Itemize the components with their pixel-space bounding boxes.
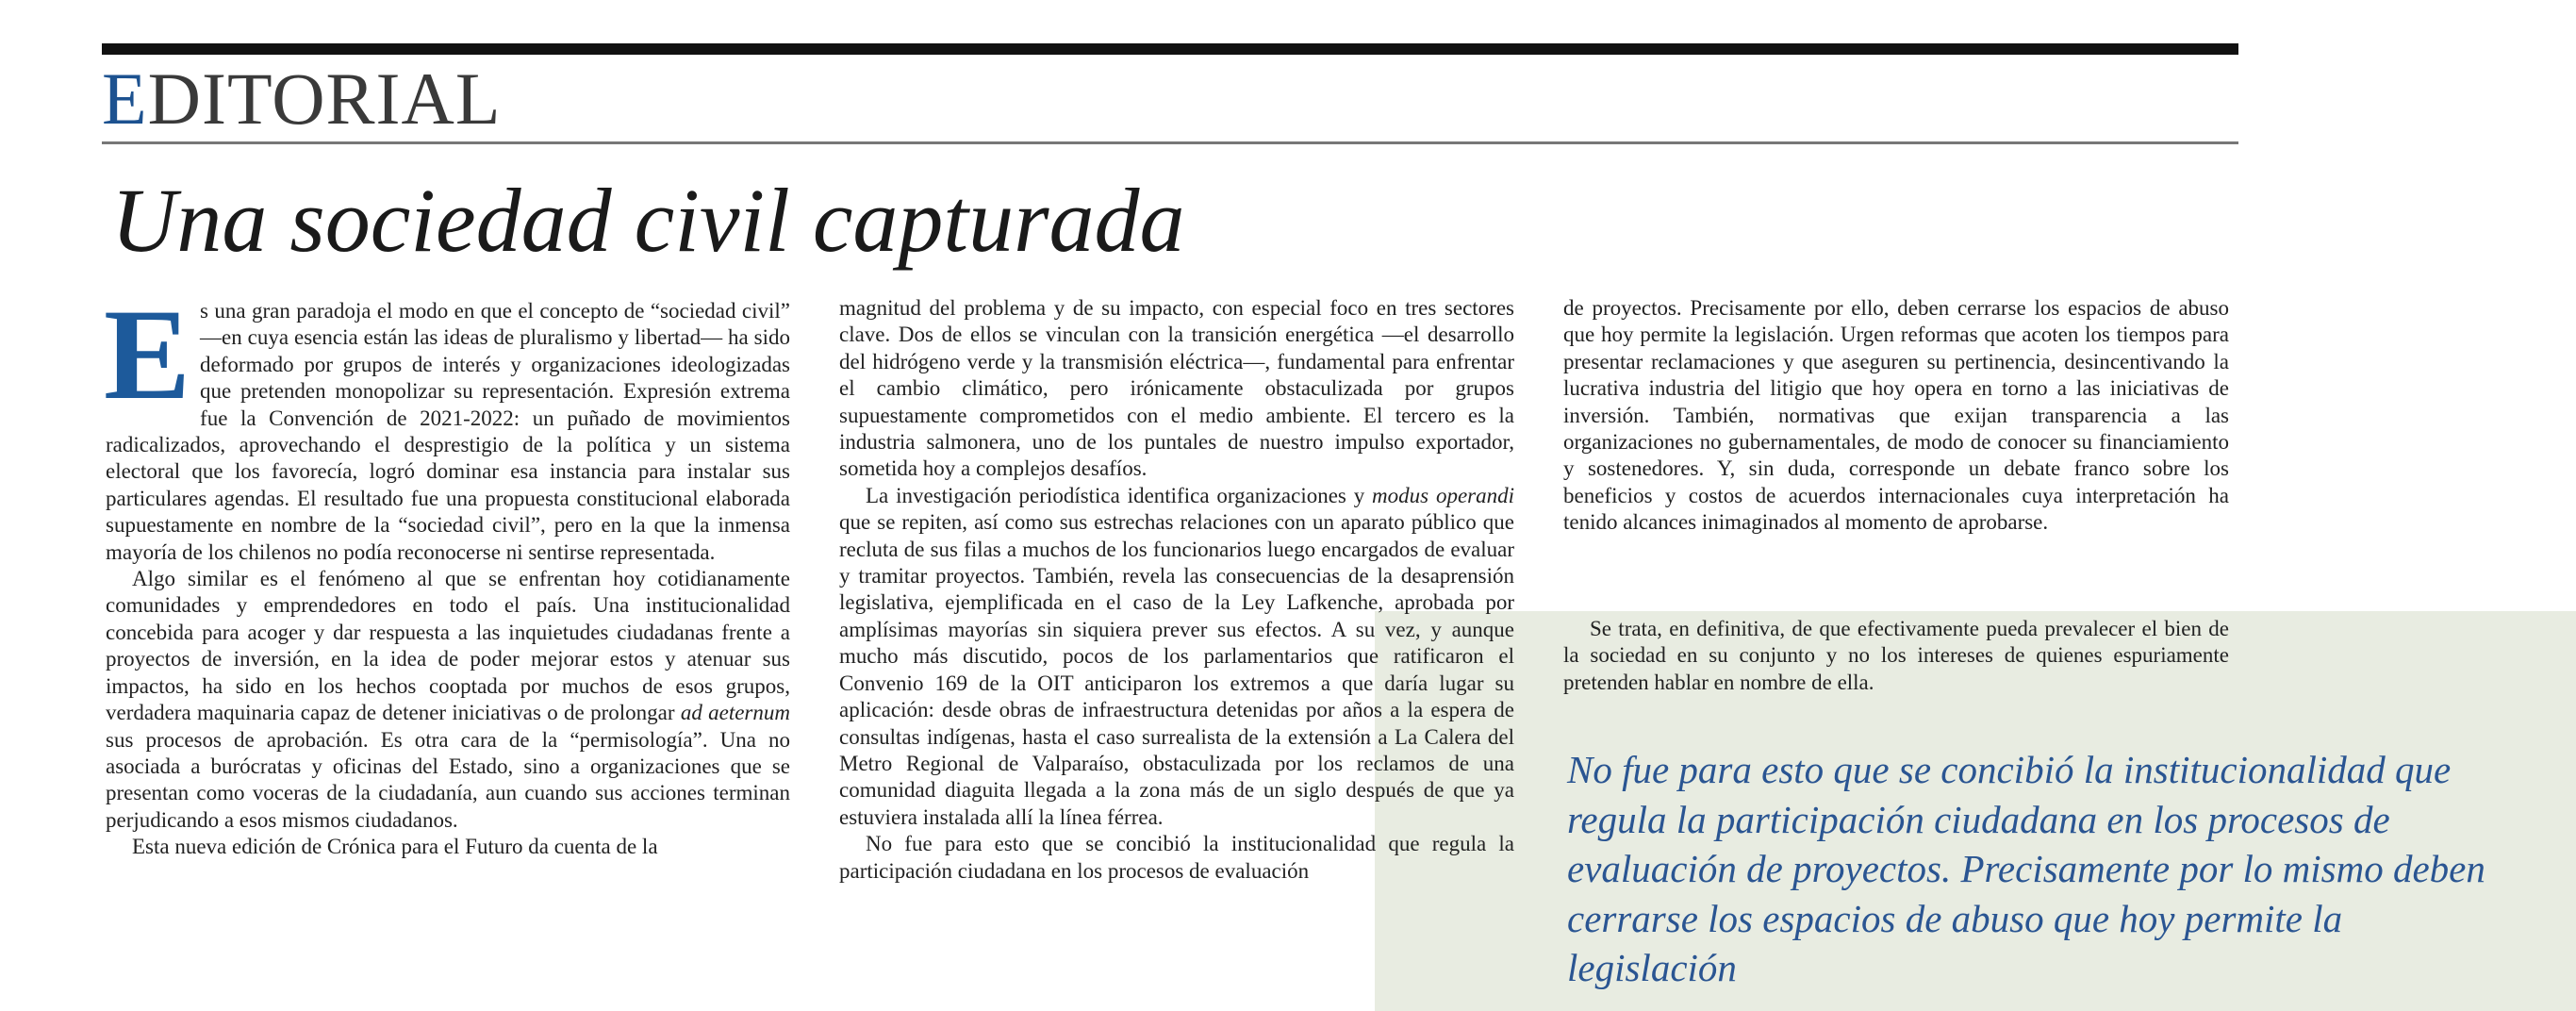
column-1 xyxy=(104,282,790,861)
paragraph-5-text-b: que se repiten, así como sus estrechas relaciones con un aparato público que recluta de sus filas a muchos de los funcionarios luego encargados de evaluar y tramitar proyectos. También, revela las consecuencias de la desaprensión legislativa, ejemplificada en el caso de la Ley Lafkenche, aprobada por amplísimas mayorías sin siquiera prever sus efectos. A su vez, y aunque mucho más discutido, pocos de los parlamentarios que ratificaron el Convenio 169 de la OIT anticiparon los extremos a que daría lugar su aplicación: desde obras de infraestructura detenidas por años a la espera de consultas indígenas, hasta el caso surrealista de la extensión a La Calera del Metro Regional de Valparaíso, obstaculizada por los reclamos de una comunidad diaguita llegada a la zona más de un siglo después de que ya estuviera instalada allí la línea férrea. xyxy=(839,510,1514,829)
paragraph-5-italic: modus operandi xyxy=(1372,483,1514,507)
paragraph-1-text: s una gran paradoja el modo en que el concepto de “sociedad civil” —en cuya esencia están las ideas de pluralismo y libertad— ha sido deformado por grupos de interés y organizaciones ideologizadas que pretenden monopolizar su representación. Expresión extrema fue la Convención de 2021-2022: un puñado de movimientos radicalizados, aprovechando el desprestigio de la política y un sistema electoral que los favorecía, logró dominar esa instancia para instalar sus particulares agendas. El resultado fue una propuesta constitucional elaborada supuestamente en nombre de la “sociedad civil”, pero en la que la inmensa mayoría de los chilenos no podía reconocerse ni sentirse representada. xyxy=(106,299,790,564)
pull-quote: No fue para esto que se concibió la institucionalidad que regula la participación ciudadana en los procesos de evaluación de proyectos. Precisamente por lo mismo deben cerrarse los espacios de abuso que hoy permite la legislación xyxy=(1567,748,2485,989)
paragraph-5-text-a: La investigación periodística identifica organizaciones y xyxy=(866,483,1373,507)
paragraph-2-italic: ad aeternum xyxy=(680,701,790,725)
top-rule xyxy=(102,43,2238,55)
column-2 xyxy=(839,295,1514,885)
drop-cap: E xyxy=(104,282,191,426)
paragraph-2 xyxy=(106,566,790,834)
paragraph-6: No fue para esto que se concibió la institucionalidad que regula la participación ciudadana en los procesos de evaluación xyxy=(839,832,1514,883)
paragraph-3: Esta nueva edición de Crónica para el Futuro da cuenta de la xyxy=(132,835,658,859)
column-3-closing xyxy=(1563,616,2229,696)
section-initial: E xyxy=(102,58,148,140)
paragraph-7: de proyectos. Precisamente por ello, deben cerrarse los espacios de abuso que hoy permite la legislación. Urgen reformas que acoten los tiempos para presentar reclamaciones y que aseguren su pertinencia, desincentivando la lucrativa industria del litigio que hoy opera en torno a las iniciativas de inversión. También, normativas que exijan transparencia a las organizaciones no gubernamentales, de modo de conocer su financiamiento y sostenedores. Y, sin duda, corresponde un debate franco sobre los beneficios y costos de acuerdos internacionales cuya interpretación ha tenido alcances inimaginados al momento de aprobarse. xyxy=(1563,296,2229,535)
paragraph-1 xyxy=(104,282,790,566)
section-rest: DITORIAL xyxy=(147,58,502,140)
section-rule xyxy=(102,141,2238,144)
section-title xyxy=(102,58,502,140)
column-3 xyxy=(1563,295,2229,537)
paragraph-2-text-a: Algo similar es el fenómeno al que se enfrentan hoy cotidianamente comunidades y emprendedores en todo el país. Una institucionalidad concebida para acoger y dar respuesta a las inquietudes ciudadanas frente a proyectos de inversión, en la idea de poder mejorar estos y atenuar sus impactos, ha sido en los hechos cooptada por muchos de esos grupos, verdadera maquinaria capaz de detener iniciativas o de prolongar xyxy=(106,567,790,725)
paragraph-4: magnitud del problema y de su impacto, con especial foco en tres sectores clave. Dos de ellos se vinculan con la transición energética —el desarrollo del hidrógeno verde y la transmisión eléctrica—, fundamental para enfrentar el cambio climático, pero irónicamente obstaculizada por grupos supuestamente comprometidos con el medio ambiente. El tercero es la industria salmonera, uno de los puntales de nuestro impulso exportador, sometida hoy a complejos desafíos. xyxy=(839,296,1514,481)
paragraph-2-text-b: sus procesos de aprobación. Es otra cara de la “permisología”. Una no asociada a burócratas y oficinas del Estado, sino a organizaciones que se presentan como voceras de la ciudadanía, aun cuando sus acciones terminan perjudicando a esos mismos ciudadanos. xyxy=(106,727,790,832)
headline: Una sociedad civil capturada xyxy=(111,170,1185,271)
paragraph-8: Se trata, en definitiva, de que efectivamente pueda prevalecer el bien de la sociedad en su conjunto y no los intereses de quienes espuriamente pretenden hablar en nombre de ella. xyxy=(1563,617,2229,694)
paragraph-5 xyxy=(839,483,1514,831)
